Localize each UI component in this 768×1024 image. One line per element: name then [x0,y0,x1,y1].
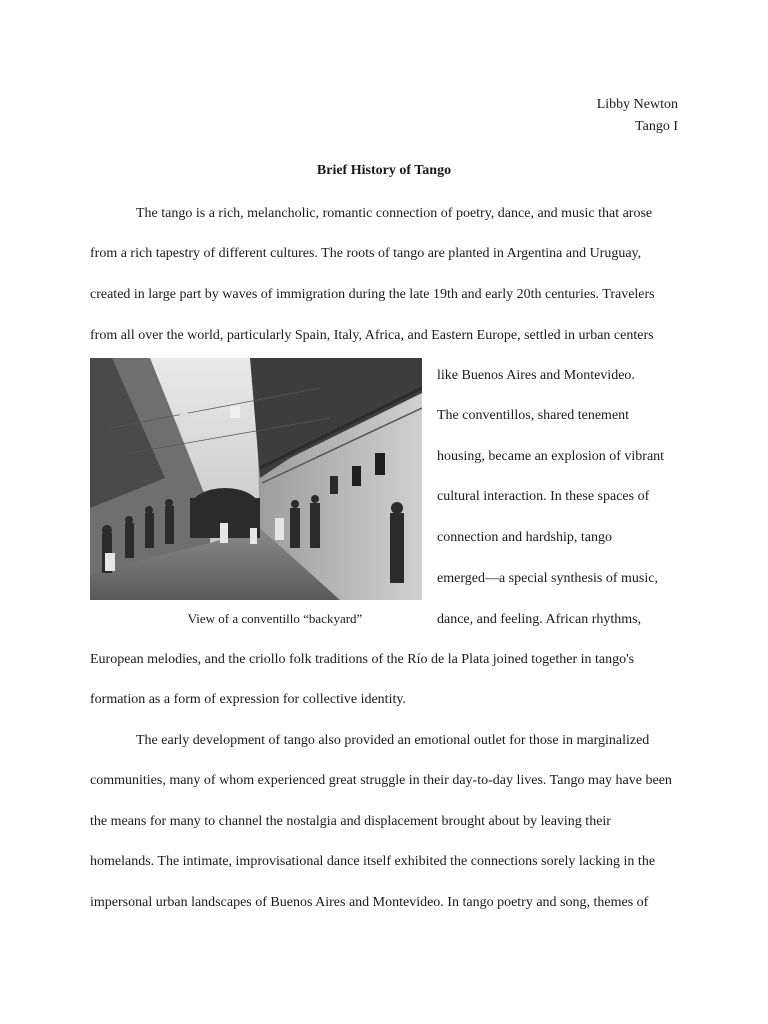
paragraph-line: European melodies, and the criollo folk traditions of the Río de la Plata joined together in tango's [90,652,635,667]
paragraph-line: impersonal urban landscapes of Buenos Aires and Montevideo. In tango poetry and song, themes of [90,895,649,910]
document-title: Brief History of Tango [316,163,452,178]
paragraph-line: housing, became an explosion of vibrant [437,449,665,464]
paragraph-line: The conventillos, shared tenement [437,408,630,423]
figure-caption: View of a conventillo “backyard” [187,611,363,626]
paragraph-line: the means for many to channel the nostalgia and displacement brought about by leaving their [90,814,611,829]
paragraph-line: communities, many of whom experienced great struggle in their day-to-day lives. Tango may have been [90,773,672,788]
paragraph-line: formation as a form of expression for collective identity. [90,692,406,707]
conventillo-photo [90,358,422,600]
paragraph-line: connection and hardship, tango [437,530,612,545]
paragraph-line: created in large part by waves of immigration during the late 19th and early 20th centuries. Travelers [90,287,655,302]
paragraph-line: homelands. The intimate, improvisational dance itself exhibited the connections sorely lacking in the [90,854,656,869]
course-name: Tango I [635,119,678,134]
paragraph-line: dance, and feeling. African rhythms, [437,612,642,627]
paragraph-line: from a rich tapestry of different cultures. The roots of tango are planted in Argentina and Uruguay, [90,246,642,261]
paragraph-line: from all over the world, particularly Spain, Italy, Africa, and Eastern Europe, settled in urban centers [90,328,654,343]
paragraph-line: cultural interaction. In these spaces of [437,489,650,504]
paragraph-line: The early development of tango also provided an emotional outlet for those in marginalized [136,733,650,748]
header-block [597,94,678,138]
paragraph-line: The tango is a rich, melancholic, romantic connection of poetry, dance, and music that arose [136,206,653,221]
paragraph-line: emerged—a special synthesis of music, [437,571,658,586]
paragraph-line: like Buenos Aires and Montevideo. [437,368,635,383]
author-name: Libby Newton [596,97,678,112]
